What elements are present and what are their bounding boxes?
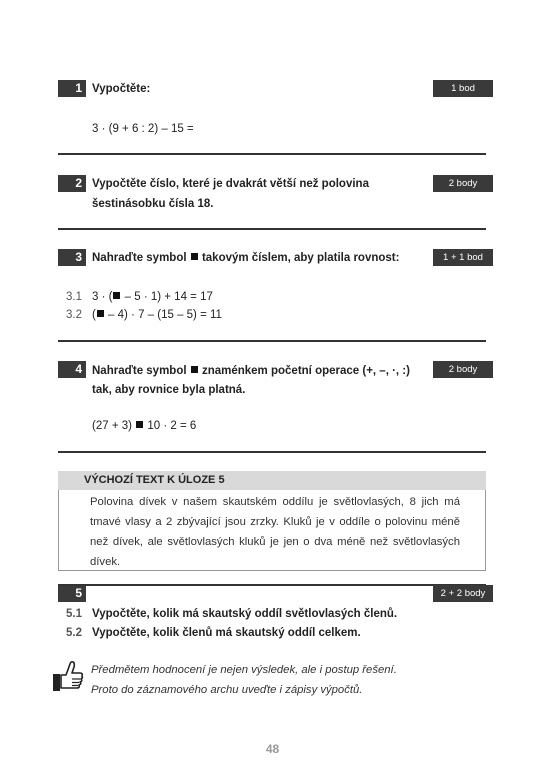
- source-text-body: Polovina dívek v našem skautském oddílu je světlovlasých, 8 jich má tmavé vlasy a 2 zbývající jsou zrzky. Kluků je v oddíle o polovinu méně než dívek, ale světlovlasých kluků je jen o dva méně než světlovlasých dívek.: [90, 496, 460, 568]
- subquestion-number-3-1: 3.1: [66, 291, 82, 303]
- question-3-text-before: Nahraďte symbol: [92, 252, 187, 264]
- question-2-text-line1: Vypočtěte číslo, které je dvakrát větší než polovina: [92, 178, 369, 190]
- question-3-text: [92, 248, 399, 268]
- points-badge-5: 2 + 2 body: [433, 585, 493, 602]
- black-square-icon: [97, 310, 104, 317]
- source-text-heading: VÝCHOZÍ TEXT K ÚLOZE 5: [58, 471, 486, 490]
- black-square-icon: [191, 366, 198, 373]
- divider: [58, 451, 486, 453]
- question-5-rule: [58, 584, 486, 586]
- question-4-text-line2: tak, aby rovnice byla platná.: [92, 384, 246, 396]
- points-badge-2: 2 body: [433, 175, 493, 192]
- question-1-expression: 3 · (9 + 6 : 2) – 15 =: [92, 123, 194, 135]
- note-line1: Předmětem hodnocení je nejen výsledek, ale i postup řešení.: [91, 664, 397, 676]
- black-square-icon: [191, 253, 198, 260]
- subquestion-number-5-1: 5.1: [66, 608, 82, 620]
- question-number-4: 4: [58, 361, 86, 378]
- subquestion-5-1-text: Vypočtěte, kolik má skautský oddíl světlovlasých členů.: [92, 608, 398, 620]
- question-1-text: Vypočtěte:: [92, 83, 151, 95]
- question-4-expression: (27 + 3) 10 · 2 = 6: [92, 420, 197, 432]
- divider: [58, 228, 486, 230]
- points-badge-3: 1 + 1 bod: [433, 249, 493, 266]
- note-line2: Proto do záznamového archu uveďte i zápisy výpočtů.: [91, 684, 363, 696]
- subquestion-3-1-expression: 3 · ( – 5 · 1) + 14 = 17: [92, 291, 213, 303]
- divider: [58, 153, 486, 155]
- question-2-text-line2: šestinásobku čísla 18.: [92, 198, 214, 210]
- thumbs-up-icon: [52, 658, 84, 694]
- question-number-2: 2: [58, 175, 86, 192]
- black-square-icon: [136, 421, 143, 428]
- subquestion-5-2-text: Vypočtěte, kolik členů má skautský oddíl celkem.: [92, 627, 361, 639]
- question-number-1: 1: [58, 80, 86, 97]
- subquestion-3-2-expression: ( – 4) · 7 – (15 – 5) = 11: [92, 309, 222, 321]
- subquestion-number-3-2: 3.2: [66, 309, 82, 321]
- page-number: 48: [265, 742, 280, 756]
- question-number-3: 3: [58, 249, 86, 266]
- black-square-icon: [113, 292, 120, 299]
- question-number-5: 5: [58, 585, 86, 602]
- divider: [58, 340, 486, 342]
- question-3-text-after: takovým číslem, aby platila rovnost:: [201, 252, 400, 264]
- points-badge-4: 2 body: [433, 361, 493, 378]
- points-badge-1: 1 bod: [433, 80, 493, 97]
- question-4-text-line1: Nahraďte symbol znaménkem početní operace (+, –, ·, :): [92, 365, 410, 377]
- subquestion-number-5-2: 5.2: [66, 627, 82, 639]
